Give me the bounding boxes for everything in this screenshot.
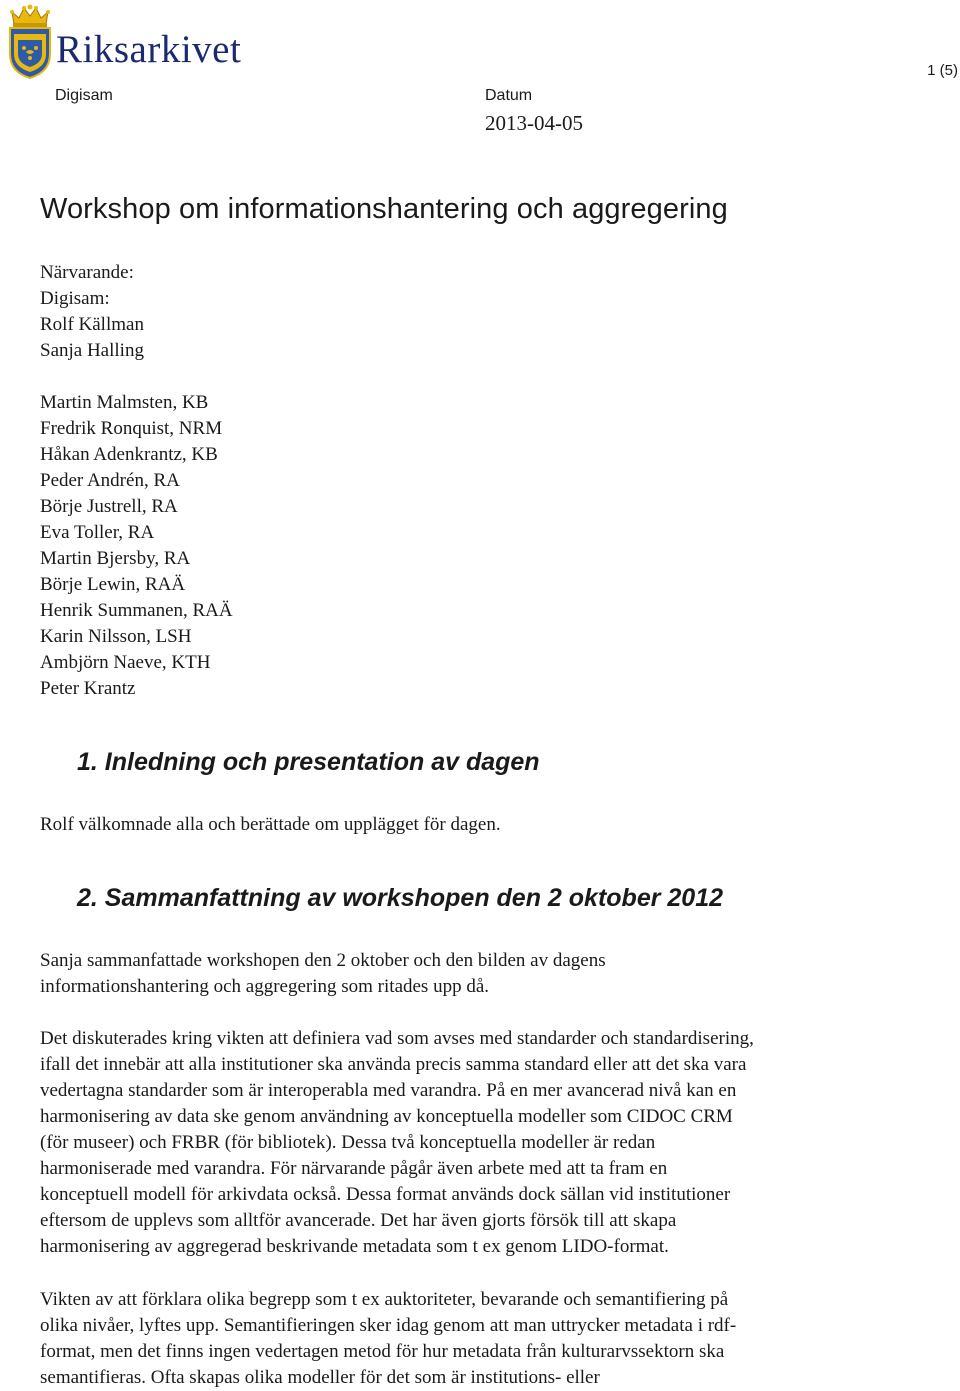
document-title: Workshop om informationshantering och aggregering (40, 193, 728, 225)
paragraph (40, 948, 920, 1000)
section-heading: 1. Inledning och presentation av dagen (77, 748, 540, 776)
date-label: Datum (485, 87, 533, 104)
text-line: konceptuell modell för arkivdata också. Dessa format används dock sällan vid institutioner (40, 1184, 731, 1205)
shield-icon (10, 28, 50, 78)
unit-name: Digisam (55, 87, 113, 104)
paragraph (40, 1026, 920, 1260)
text-line: Det diskuterades kring vikten att definiera vad som avses med standarder och standardisering, (40, 1028, 754, 1049)
date-value: 2013-04-05 (485, 111, 583, 135)
attendee: Eva Toller, RA (40, 522, 155, 543)
text-line: informationshantering och aggregering som ritades upp då. (40, 976, 490, 997)
attendance-list (40, 260, 920, 702)
attendee: Rolf Källman (40, 314, 144, 335)
attendee: Peter Krantz (40, 678, 136, 699)
attendee: Martin Malmsten, KB (40, 392, 209, 413)
spacer (40, 364, 920, 390)
text-line: harmonisering av data ske genom användning av konceptuella modeller som CIDOC CRM (40, 1106, 733, 1127)
attendee: Martin Bjersby, RA (40, 548, 191, 569)
text-line: harmoniserade med varandra. För närvarande pågår även arbete med att ta fram en (40, 1158, 668, 1179)
text-line: semantifieras. Ofta skapas olika modeller för det som är institutions- eller (40, 1367, 600, 1388)
paragraph (40, 1287, 920, 1391)
attendee: Börje Lewin, RAÄ (40, 574, 186, 595)
text-line: Rolf välkomnade alla och berättade om upplägget för dagen. (40, 814, 501, 835)
text-line: eftersom de upplevs som alltför avancerade. Det har även gjorts försök till att skapa (40, 1210, 677, 1231)
section-heading: 2. Sammanfattning av workshopen den 2 oktober 2012 (77, 884, 724, 912)
attendee: Håkan Adenkrantz, KB (40, 444, 218, 465)
text-line: format, men det finns ingen vedertagen metod för hur metadata från kulturarvssektorn ska (40, 1341, 725, 1362)
attendee: Ambjörn Naeve, KTH (40, 652, 211, 673)
attendance-heading: Närvarande: (40, 262, 134, 283)
crown-icon (10, 5, 50, 28)
text-line: vedertagna standarder som är interoperabla med varandra. På en mer avancerad nivå kan en (40, 1080, 737, 1101)
text-line: (för museer) och FRBR (för bibliotek). Dessa två konceptuella modeller är redan (40, 1132, 656, 1153)
attendee: Peder Andrén, RA (40, 470, 180, 491)
riksarkivet-coat-of-arms-logo (4, 4, 56, 80)
attendee: Karin Nilsson, LSH (40, 626, 192, 647)
text-line: Sanja sammanfattade workshopen den 2 oktober och den bilden av dagens (40, 950, 606, 971)
paragraph (40, 812, 920, 838)
page-number: 1 (5) (927, 62, 958, 79)
attendee: Henrik Summanen, RAÄ (40, 600, 233, 621)
organization-name: Riksarkivet (56, 28, 242, 71)
text-line: olika nivåer, lyftes upp. Semantifieringen sker idag genom att man uttrycker metadata i rdf- (40, 1315, 737, 1336)
text-line: harmonisering av aggregerad beskrivande metadata som t ex genom LIDO-format. (40, 1236, 669, 1257)
text-line: Vikten av att förklara olika begrepp som t ex auktoriteter, bevarande och semantifiering på (40, 1289, 729, 1310)
attendee: Sanja Halling (40, 340, 144, 361)
attendee: Fredrik Ronquist, NRM (40, 418, 223, 439)
text-line: ifall det innebär att alla institutioner ska använda precis samma standard eller att det ska vara (40, 1054, 747, 1075)
attendee: Börje Justrell, RA (40, 496, 178, 517)
attendance-group-label: Digisam: (40, 288, 110, 309)
